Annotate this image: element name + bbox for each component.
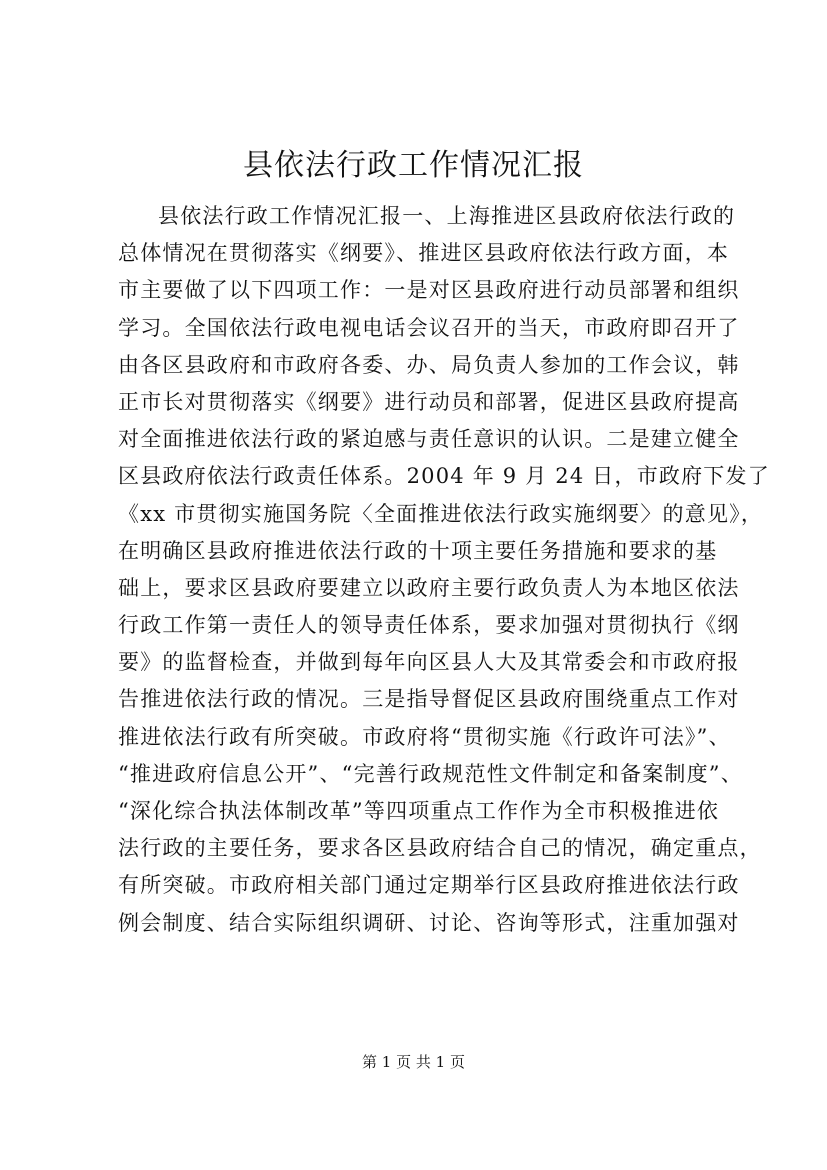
body-line: 在明确区县政府推进依法行政的十项主要任务措施和要求的基 — [118, 538, 718, 563]
body-line: 县依法行政工作情况汇报一、上海推进区县政府依法行政的 — [158, 204, 736, 228]
body-line: 例会制度、结合实际组织调研、讨论、咨询等形式，注重加强对 — [118, 910, 740, 935]
body-line: 有所突破。市政府相关部门通过定期举行区县政府推进依法行政 — [118, 873, 740, 898]
body-line: 《xx 市贯彻实施国务院〈全面推进依法行政实施纲要〉的意见》， — [118, 501, 764, 526]
body-line: “深化综合执法体制改革”等四项重点工作作为全市积极推进依 — [118, 799, 720, 823]
body-line: 学习。全国依法行政电视电话会议召开的当天，市政府即召开了 — [118, 315, 740, 340]
body-line: 要》的监督检查，并做到每年向区县人大及其常委会和市政府报 — [118, 650, 740, 675]
body-line: 由各区县政府和市政府各委、办、局负责人参加的工作会议，韩 — [118, 352, 740, 377]
body-line: 告推进依法行政的情况。三是指导督促区县政府围绕重点工作对 — [118, 687, 740, 712]
body-line: 础上，要求区县政府要建立以政府主要行政负责人为本地区依法 — [118, 575, 740, 600]
body-line: 总体情况在贯彻落实《纲要》、推进区县政府依法行政方面，本 — [118, 241, 730, 266]
body-line: 行政工作第一责任人的领导责任体系，要求加强对贯彻执行《纲 — [118, 613, 740, 638]
page-footer: 第 1 页 共 1 页 — [362, 1053, 465, 1071]
body-line: 对全面推进依法行政的紧迫感与责任意识的认识。二是建立健全 — [118, 427, 740, 452]
document-body — [118, 198, 770, 942]
body-line: 推进依法行政有所突破。市政府将“贯彻实施《行政许可法》”、 — [118, 724, 731, 749]
body-line: 区县政府依法行政责任体系。2004 年 9 月 24 日，市政府下发了 — [118, 464, 770, 489]
document-title: 县依法行政工作情况汇报 — [243, 148, 584, 183]
body-line: “推进政府信息公开”、“完善行政规范性文件制定和备案制度”、 — [118, 761, 743, 786]
body-line: 法行政的主要任务，要求各区县政府结合自己的情况，确定重点， — [118, 836, 762, 861]
body-line: 正市长对贯彻落实《纲要》进行动员和部署，促进区县政府提高 — [118, 389, 740, 414]
body-line: 市主要做了以下四项工作：一是对区县政府进行动员部署和组织 — [118, 278, 740, 303]
